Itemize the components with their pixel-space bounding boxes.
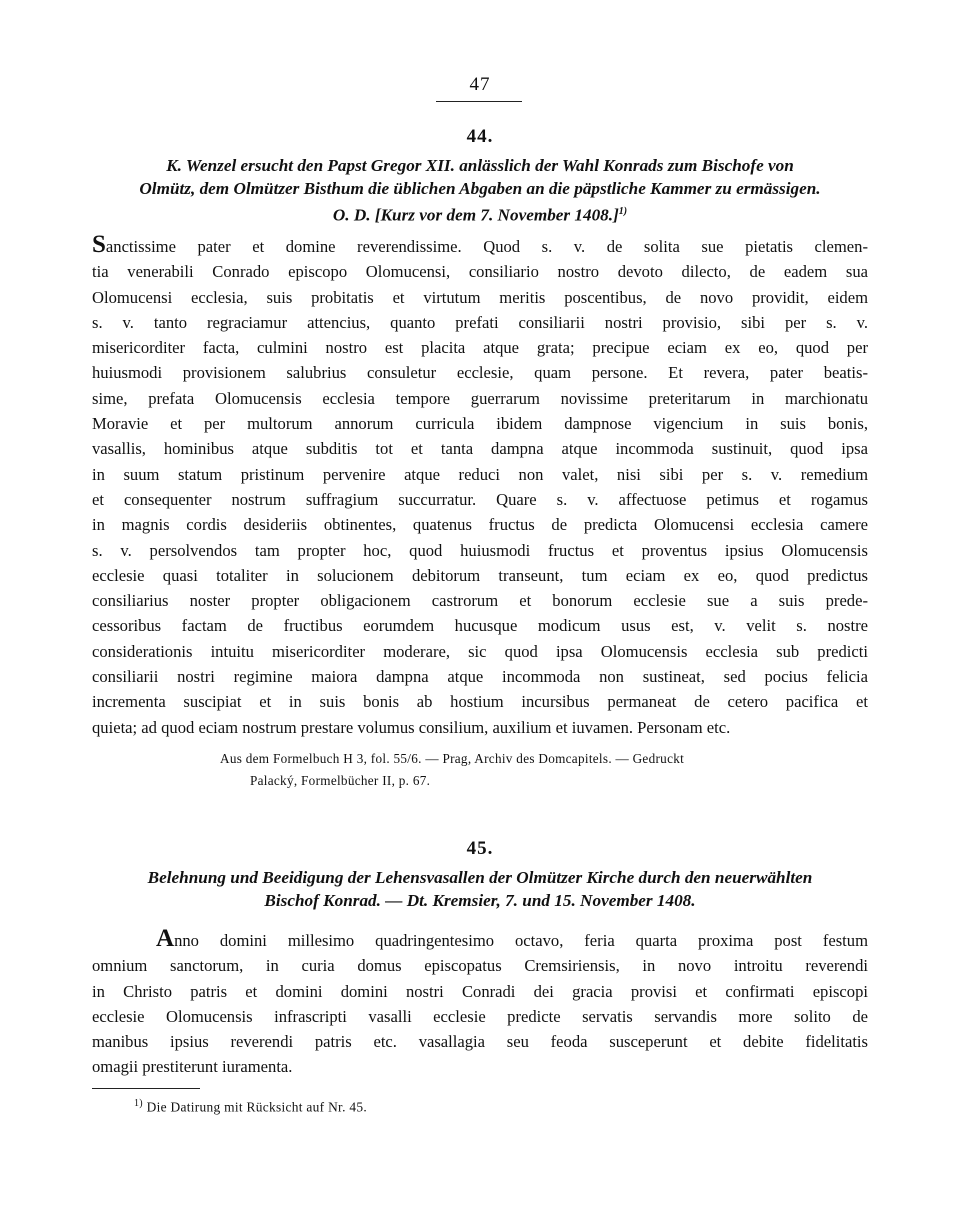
document-45-body — [92, 925, 868, 1080]
body-line: Olomucensi ecclesia, suis probitatis et virtutum meritis poscentibus, de novo providit, eidem — [92, 287, 868, 307]
document-44-heading — [92, 154, 868, 227]
body-line: Moravie et per multorum annorum curricula ibidem dampnose vigencium in suis bonis, — [92, 414, 868, 434]
footnote-mark: 1) — [134, 1098, 143, 1109]
footnote-rule — [92, 1088, 200, 1089]
source-line: Palacký, Formelbücher II, p. 67. — [250, 773, 431, 788]
body-line: quieta; ad quod eciam nostrum prestare volumus consilium, auxilium et iuvamen. Personam etc. — [92, 717, 731, 737]
body-line: omnium sanctorum, in curia domus episcopatus Cremsiriensis, in novo introitu reverendi — [92, 956, 868, 976]
body-line: misericorditer facta, culmini nostro est placita atque grata; precipue eciam ex eo, quod per — [92, 338, 868, 358]
heading-line: Belehnung und Beeidigung der Lehensvasallen der Olmützer Kirche durch den neuerwählten — [147, 868, 813, 887]
body-line: et consequenter nostrum suffragium succurratur. Quare s. v. affectuose petimus et rogamus — [92, 489, 868, 509]
body-line: in Christo patris et domini domini nostri Conradi dei gracia provisi et confirmati episcopi — [92, 981, 868, 1001]
document-44-source — [220, 748, 684, 792]
heading-line: Bischof Konrad. — Dt. Kremsier, 7. und 15. November 1408. — [264, 891, 696, 910]
heading-footnote-mark: 1) — [618, 206, 628, 217]
body-line: consiliarii nostri regimine maiora dampna atque incommoda non sustineat, sed pocius felicia — [92, 667, 868, 687]
body-line: in suum statum pristinum pervenire atque reduci non valet, nisi sibi per s. v. remedium — [92, 464, 868, 484]
body-line-text: nno domini millesimo quadringentesimo octavo, feria quarta proxima post festum — [174, 931, 868, 950]
heading-line: Olmütz, dem Olmützer Bisthum die üblichen Abgaben an die päpstliche Kammer zu ermässigen. — [139, 179, 821, 198]
body-line: omagii prestiterunt iuramenta. — [92, 1057, 293, 1077]
source-line: Aus dem Formelbuch H 3, fol. 55/6. — Prag, Archiv des Domcapitels. — Gedruckt — [220, 751, 685, 766]
heading-line: K. Wenzel ersucht den Papst Gregor XII. anlässlich der Wahl Konrads zum Bischofe von — [166, 156, 794, 175]
document-44-body — [92, 231, 868, 740]
body-line: in magnis cordis desideriis obtinentes, quatenus fructus de predicta Olomucensi ecclesia camere — [92, 515, 868, 535]
body-line: cessoribus factam de fructibus eorumdem hucusque modicum usus est, v. velit s. nostre — [92, 616, 868, 636]
body-line: manibus ipsius reverendi patris etc. vasallagia seu feoda susceperunt et debite fidelitatis — [92, 1032, 868, 1052]
document-number-45: 45. — [466, 838, 494, 859]
body-line: s. v. tanto regraciamur attencius, quanto prefati consiliarii nostri provisio, sibi per s. v. — [92, 312, 868, 332]
initial-letter: A — [156, 925, 175, 952]
footnote-text: Die Datirung mit Rücksicht auf Nr. 45. — [146, 1099, 367, 1115]
body-line: vasallis, hominibus atque subditis tot et tanta dampna atque incommoda sustinuit, quod ipsa — [92, 439, 868, 459]
heading-date: O. D. [Kurz vor dem 7. November 1408.] — [332, 205, 619, 225]
body-line: consiliarius noster propter obligacionem castrorum et bonorum ecclesie sue a suis prede- — [92, 591, 868, 611]
body-line: incrementa suscipiat et in suis bonis ab hostium incursibus permaneat de cetero pacifica et — [92, 692, 868, 712]
page-number-rule — [436, 101, 522, 102]
body-line: sime, prefata Olomucensis ecclesia tempore guerrarum novissime preteritarum in marchionatu — [92, 388, 868, 408]
footnote — [134, 1098, 367, 1115]
document-45-heading — [92, 866, 868, 912]
body-line: huiusmodi provisionem salubrius consuletur ecclesie, quam persone. Et revera, pater beatis- — [92, 363, 868, 383]
initial-letter: S — [92, 231, 106, 258]
body-line — [92, 231, 868, 259]
page-number: 47 — [469, 74, 491, 95]
body-line: considerationis intuitu misericorditer moderare, sic quod ipsa Olomucensis ecclesia sub predicti — [92, 641, 868, 661]
page — [92, 0, 868, 1216]
body-line: s. v. persolvendos tam propter hoc, quod huiusmodi fructus et proventus ipsius Olomucensis — [92, 540, 868, 560]
body-line-text: anctissime pater et domine reverendissime. Quod s. v. de solita sue pietatis clemen- — [105, 237, 868, 256]
body-line: tia venerabili Conrado episcopo Olomucensi, consiliario nostro devoto dilecto, de eadem sua — [92, 262, 868, 282]
body-line: ecclesie Olomucensis infrascripti vasalli ecclesie predicte servatis servandis more solito de — [92, 1006, 868, 1026]
heading-line — [92, 200, 868, 227]
body-line — [92, 925, 868, 953]
body-line: ecclesie quasi totaliter in solucionem debitorum transeunt, tum eciam ex eo, quod predictus — [92, 565, 868, 585]
document-number-44: 44. — [466, 126, 494, 147]
